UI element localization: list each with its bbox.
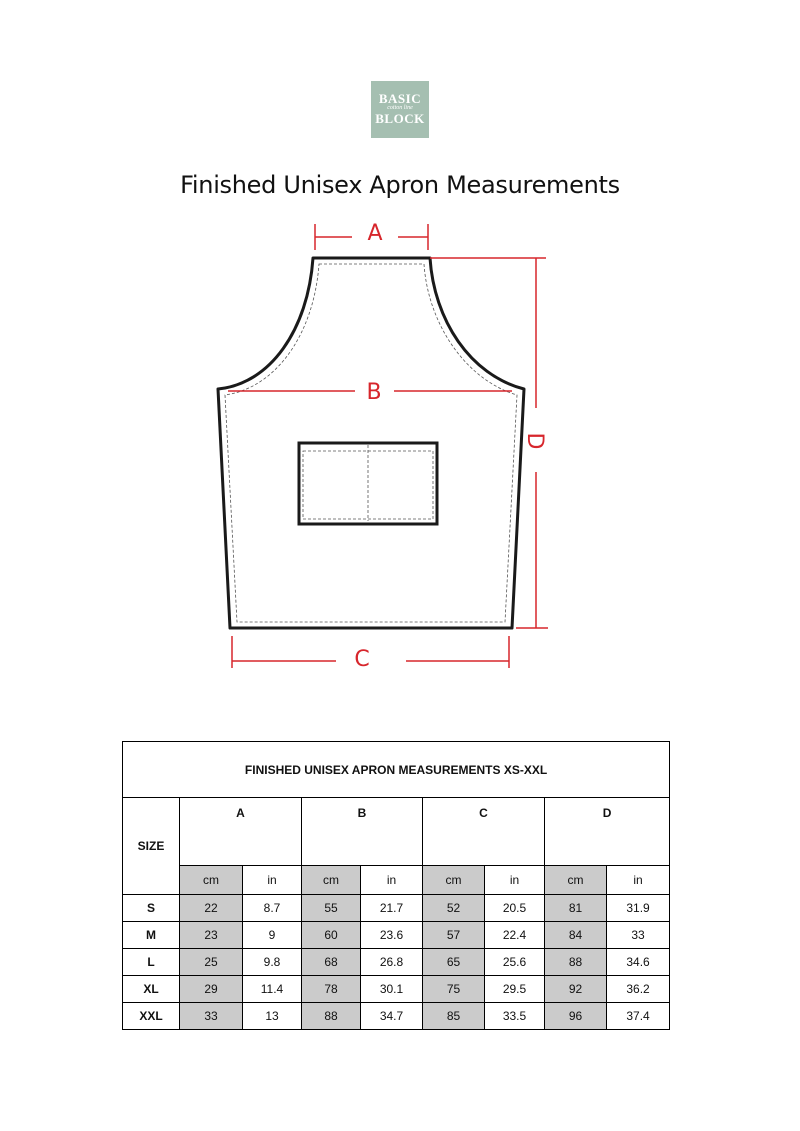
value-cell: 33 [180, 1003, 243, 1030]
table-row [123, 1003, 670, 1030]
value-cell: 36.2 [607, 976, 670, 1003]
value-cell: 20.5 [485, 895, 545, 922]
value-cell: 21.7 [361, 895, 423, 922]
value-cell: 92 [545, 976, 607, 1003]
value-cell: 9.8 [243, 949, 302, 976]
dimension-c [232, 636, 509, 668]
value-cell: 68 [302, 949, 361, 976]
value-cell: 78 [302, 976, 361, 1003]
value-cell: 29 [180, 976, 243, 1003]
value-cell: 52 [423, 895, 485, 922]
value-cell: 37.4 [607, 1003, 670, 1030]
value-cell: 33.5 [485, 1003, 545, 1030]
size-cell: XL [123, 976, 180, 1003]
dimension-d-label: D [522, 432, 547, 450]
apron-diagram [0, 200, 800, 680]
value-cell: 25.6 [485, 949, 545, 976]
logo-line-1: BASIC [378, 91, 422, 106]
dimension-c-label: C [354, 647, 370, 672]
table-row [123, 922, 670, 949]
logo-line-3: BLOCK [375, 111, 425, 126]
size-header: SIZE [123, 798, 180, 895]
table-row [123, 895, 670, 922]
brand-logo [371, 81, 429, 138]
column-header-c: C [423, 798, 545, 866]
unit-header: in [361, 866, 423, 895]
size-cell: M [123, 922, 180, 949]
value-cell: 8.7 [243, 895, 302, 922]
measurements-table [122, 741, 670, 1030]
value-cell: 34.7 [361, 1003, 423, 1030]
value-cell: 11.4 [243, 976, 302, 1003]
value-cell: 29.5 [485, 976, 545, 1003]
value-cell: 31.9 [607, 895, 670, 922]
size-cell: L [123, 949, 180, 976]
value-cell: 60 [302, 922, 361, 949]
dimension-a-label: A [367, 221, 383, 246]
table-row [123, 976, 670, 1003]
dimension-b-label: B [366, 380, 382, 405]
value-cell: 22.4 [485, 922, 545, 949]
unit-header: cm [302, 866, 361, 895]
value-cell: 81 [545, 895, 607, 922]
unit-header: cm [180, 866, 243, 895]
value-cell: 85 [423, 1003, 485, 1030]
unit-header: cm [545, 866, 607, 895]
size-cell: XXL [123, 1003, 180, 1030]
value-cell: 57 [423, 922, 485, 949]
table-row [123, 949, 670, 976]
value-cell: 30.1 [361, 976, 423, 1003]
value-cell: 23 [180, 922, 243, 949]
size-cell: S [123, 895, 180, 922]
column-header-d: D [545, 798, 670, 866]
value-cell: 65 [423, 949, 485, 976]
value-cell: 34.6 [607, 949, 670, 976]
table-title: FINISHED UNISEX APRON MEASUREMENTS XS-XXL [123, 742, 670, 798]
value-cell: 88 [302, 1003, 361, 1030]
value-cell: 75 [423, 976, 485, 1003]
unit-header: in [243, 866, 302, 895]
value-cell: 26.8 [361, 949, 423, 976]
logo-line-2: cotton line [387, 105, 413, 111]
unit-header: in [485, 866, 545, 895]
value-cell: 13 [243, 1003, 302, 1030]
value-cell: 22 [180, 895, 243, 922]
unit-header: cm [423, 866, 485, 895]
page-title: Finished Unisex Apron Measurements [180, 171, 620, 199]
value-cell: 33 [607, 922, 670, 949]
value-cell: 23.6 [361, 922, 423, 949]
value-cell: 88 [545, 949, 607, 976]
column-header-a: A [180, 798, 302, 866]
value-cell: 25 [180, 949, 243, 976]
unit-header: in [607, 866, 670, 895]
value-cell: 84 [545, 922, 607, 949]
value-cell: 55 [302, 895, 361, 922]
value-cell: 9 [243, 922, 302, 949]
column-header-b: B [302, 798, 423, 866]
value-cell: 96 [545, 1003, 607, 1030]
